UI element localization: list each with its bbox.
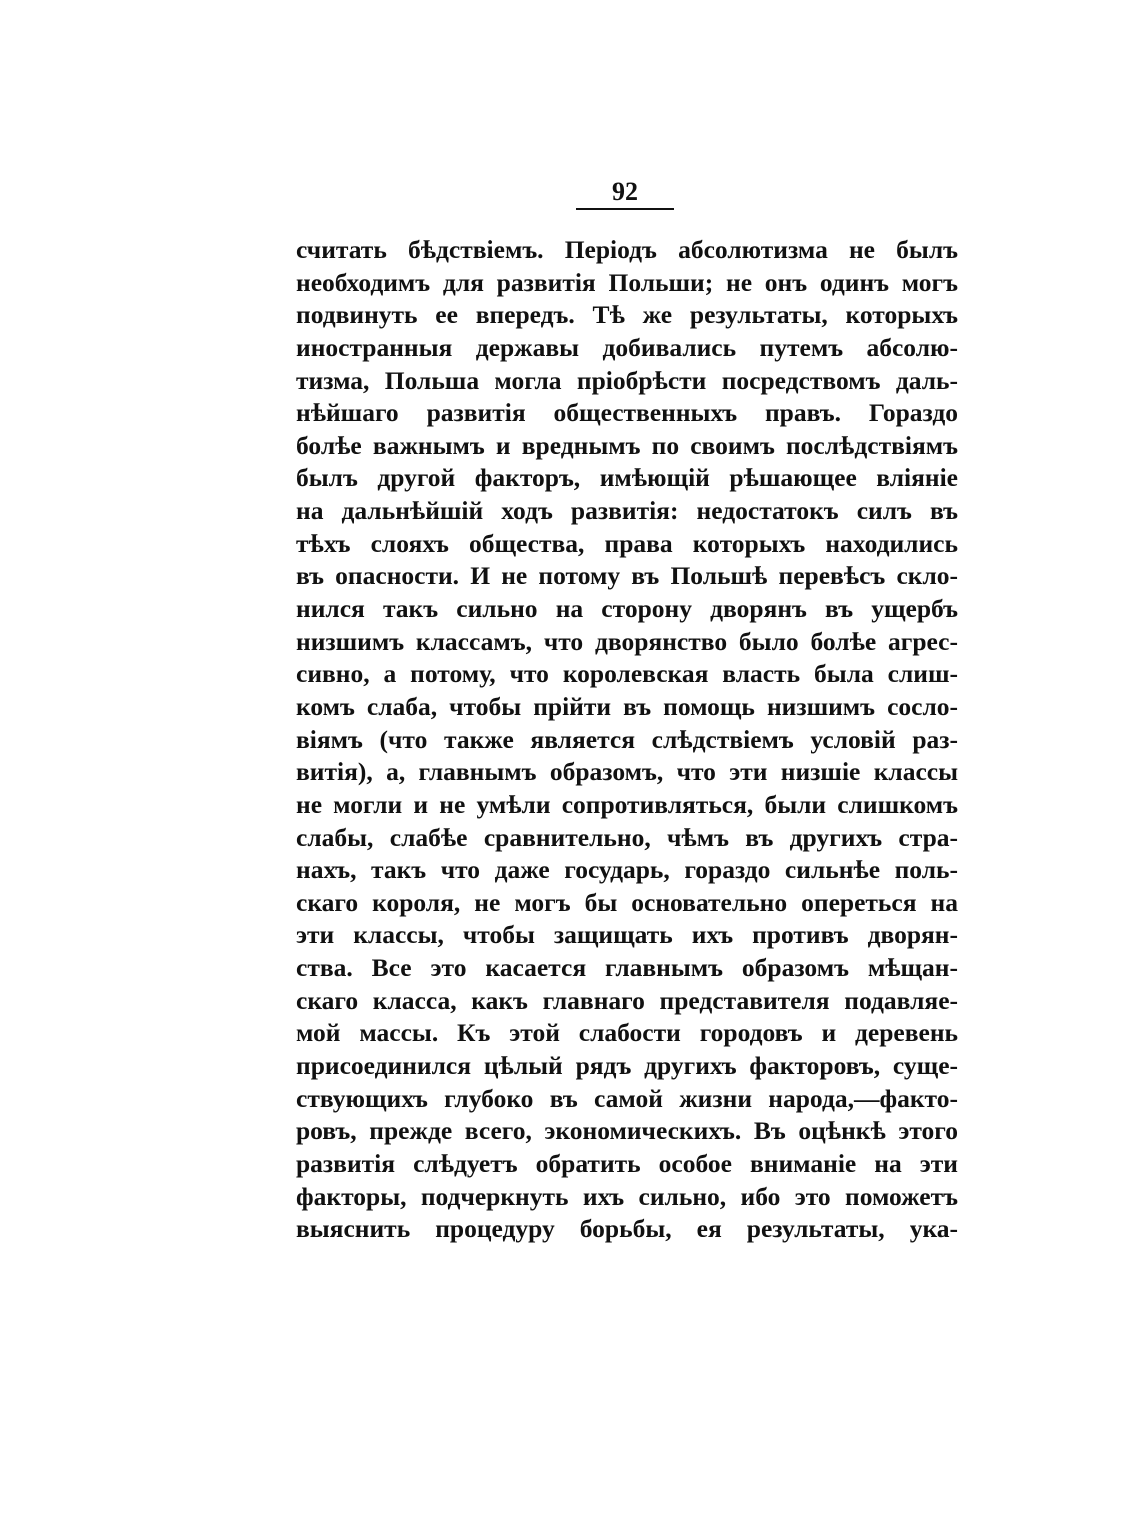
text-line: присоединился цѣлый рядъ другихъ факторовъ, суще- [296, 1051, 958, 1081]
text-line: ства. Все это касается главнымъ образомъ мѣщан- [296, 953, 958, 983]
text-line: мой массы. Къ этой слабости городовъ и деревень [296, 1018, 958, 1048]
text-line: слабы, слабѣе сравнительно, чѣмъ въ другихъ стра- [296, 822, 958, 852]
text-line: подвинуть ее впередъ. Тѣ же результаты, которыхъ [296, 300, 958, 330]
text-line: віямъ (что также является слѣдствіемъ условій раз- [296, 724, 958, 754]
text-line: сивно, а потому, что королевская власть была слиш- [296, 659, 958, 689]
text-line: эти классы, чтобы защищать ихъ противъ дворян- [296, 920, 958, 950]
text-line: иностранныя державы добивались путемъ абсолю- [296, 332, 958, 362]
text-line: необходимъ для развитія Польши; не онъ одинъ могъ [296, 267, 958, 297]
text-line: нахъ, такъ что даже государь, гораздо сильнѣе поль- [296, 855, 958, 885]
text-line: нѣйшаго развитія общественныхъ правъ. Гораздо [296, 398, 958, 428]
body-text [296, 234, 958, 1246]
text-line: комъ слаба, чтобы прійти въ помощь низшимъ сосло- [296, 691, 958, 721]
text-line: выяснить процедуру борьбы, ея результаты, ука- [296, 1214, 958, 1244]
text-line: скаго короля, не могъ бы основательно опереться на [296, 887, 958, 917]
text-line: болѣе важнымъ и вреднымъ по своимъ послѣдствіямъ [296, 430, 958, 460]
page-number-rule [576, 208, 674, 210]
page-number: 92 [612, 177, 638, 206]
text-line: тизма, Польша могла пріобрѣсти посредствомъ даль- [296, 365, 958, 395]
text-line: ровъ, прежде всего, экономическихъ. Въ оцѣнкѣ этого [296, 1116, 958, 1146]
text-line: низшимъ классамъ, что дворянство было болѣе агрес- [296, 626, 958, 656]
text-line: нился такъ сильно на сторону дворянъ въ ущербъ [296, 594, 958, 624]
text-line: витія), а, главнымъ образомъ, что эти низшіе классы [296, 757, 958, 787]
text-line: развитія слѣдуетъ обратить особое вниманіе на эти [296, 1148, 958, 1178]
text-line: факторы, подчеркнуть ихъ сильно, ибо это поможетъ [296, 1181, 958, 1211]
text-line: тѣхъ слояхъ общества, права которыхъ находились [296, 528, 958, 558]
text-line: считать бѣдствіемъ. Періодъ абсолютизма не былъ [296, 235, 958, 264]
text-line: былъ другой факторъ, имѣющій рѣшающее вліяніе [296, 463, 958, 493]
text-line: ствующихъ глубоко въ самой жизни народа,—факто- [296, 1083, 958, 1113]
text-line: на дальнѣйшій ходъ развитія: недостатокъ силъ въ [296, 496, 958, 526]
text-line: въ опасности. И не потому въ Польшѣ перевѣсъ скло- [296, 561, 958, 591]
text-line: скаго класса, какъ главнаго представителя подавляе- [296, 985, 958, 1015]
text-line: не могли и не умѣли сопротивляться, были слишкомъ [296, 789, 958, 819]
